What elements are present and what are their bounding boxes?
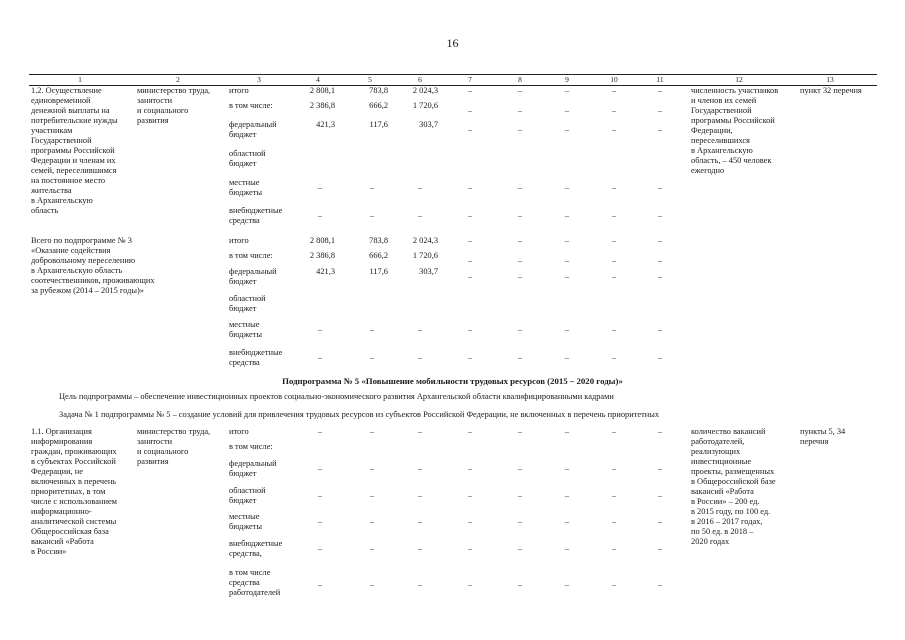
block3-dash-s2-c2: – [417,464,423,473]
block3-dash-s2-c4: – [517,464,523,473]
block3-dash-s3-c4: – [517,491,523,500]
block3-dash-s4-c7: – [657,517,663,526]
block2-dash-s5-c6: – [611,353,617,362]
block3-dash-s5-c7: – [657,544,663,553]
block3-dash-s0-c2: – [417,427,423,436]
block2-dash-s5-c2: – [417,353,423,362]
block1-dash-r1-c1: – [517,106,523,115]
block1-dash-r0-c4: – [657,86,663,95]
block1-dash-s5-c5: – [564,211,570,220]
block1-source-4: местные бюджеты [229,178,263,197]
block3-dash-s5-c6: – [611,544,617,553]
block3-dash-s2-c0: – [317,464,323,473]
block3-dash-s3-c5: – [564,491,570,500]
column-number-5: 5 [368,75,372,84]
block3-dash-s0-c4: – [517,427,523,436]
block3-dash-s4-c5: – [564,517,570,526]
column-number-4: 4 [316,75,320,84]
block2-source-2: федеральный бюджет [229,267,277,286]
block2-source-4: местные бюджеты [229,320,263,339]
block3-dash-s0-c3: – [467,427,473,436]
block3-dash-s0-c0: – [317,427,323,436]
link-1-1-text: пункты 5, 34 перечня [800,427,846,446]
block1-dash-r1-c4: – [657,106,663,115]
measure-1-2-text: 1.2. Осуществление единовременной денежной выплаты на потребительские нужды участникам Государственной программы Российской Федерации и членам их семей, переселившимся на постоянное место жительства в Архангельскую область [31,86,118,215]
block3-source-4: местные бюджеты [229,512,263,531]
block3-dash-s4-c6: – [611,517,617,526]
block1-source-1: в том числе: [229,101,273,110]
block2-dash-r1-c0: – [467,256,473,265]
column-number-13: 13 [826,75,834,84]
block2-dash-s5-c7: – [657,353,663,362]
block1-source-2: федеральный бюджет [229,120,277,139]
block3-dash-s2-c7: – [657,464,663,473]
block1-dash-s4-c5: – [564,183,570,192]
block2-dash-r2-c3: – [611,272,617,281]
measure-1-1-text: 1.1. Организация информирования граждан, проживающих в субъектах Российской Федерации, не включенных в перечень приоритетных, в том числе с использованием информационно- аналитической системы Общероссийская база вакансий «Работа в России» [31,427,117,556]
block1-dash-r2-c3: – [611,125,617,134]
block2-dash-s4-c3: – [467,325,473,334]
block2-dash-s5-c1: – [369,353,375,362]
column-number-header [29,74,877,86]
block2-dash-s4-c0: – [317,325,323,334]
block3-dash-s6-c0: – [317,580,323,589]
block3-source-1: в том числе: [229,442,273,451]
block2-dash-r1-c2: – [564,256,570,265]
block1-dash-s5-c3: – [467,211,473,220]
block2-value-r0-c2: 2 024,3 [412,236,438,245]
block3-source-0: итого [229,427,249,436]
block2-source-3: областной бюджет [229,294,266,313]
block3-dash-s6-c7: – [657,580,663,589]
block2-value-r2-c2: 303,7 [419,267,438,276]
block2-dash-r2-c1: – [517,272,523,281]
block2-dash-r0-c0: – [467,236,473,245]
column-number-3: 3 [257,75,261,84]
block3-dash-s5-c0: – [317,544,323,553]
block2-dash-r0-c2: – [564,236,570,245]
column-number-8: 8 [518,75,522,84]
block2-dash-r0-c3: – [611,236,617,245]
block3-dash-s3-c3: – [467,491,473,500]
block2-dash-r0-c1: – [517,236,523,245]
block3-dash-s2-c1: – [369,464,375,473]
block3-dash-s5-c1: – [369,544,375,553]
block3-dash-s5-c3: – [467,544,473,553]
block2-dash-s4-c1: – [369,325,375,334]
block1-dash-r1-c0: – [467,106,473,115]
block2-dash-r0-c4: – [657,236,663,245]
block1-value-r0-c1: 783,8 [369,86,388,95]
block1-value-r1-c2: 1 720,6 [412,101,438,110]
subprogram-5-title: Подпрограмма № 5 «Повышение мобильности трудовых ресурсов (2015 – 2020 годы)» [282,376,623,386]
block3-dash-s0-c7: – [657,427,663,436]
block2-dash-r2-c0: – [467,272,473,281]
block3-dash-s0-c1: – [369,427,375,436]
block1-dash-s5-c4: – [517,211,523,220]
column-number-7: 7 [468,75,472,84]
block1-value-r1-c0: 2 386,8 [309,101,335,110]
page-number: 16 [446,36,459,50]
block2-source-5: внебюджетные средства [229,348,283,367]
subprogram-5-goal: Цель подпрограммы – обеспечение инвестиционных проектов социально-экономического развития Архангельской области квалифицированными кадрами [59,392,614,401]
block1-dash-r0-c0: – [467,86,473,95]
block2-dash-s5-c3: – [467,353,473,362]
block2-dash-r1-c1: – [517,256,523,265]
indicator-1-2-text: численность участников и членов их семей Государственной программы Российской Федерации, переселившихся в Архангельскую область, – 450 человек ежегодно [691,86,779,175]
block3-dash-s4-c3: – [467,517,473,526]
block2-dash-r2-c4: – [657,272,663,281]
block3-dash-s6-c2: – [417,580,423,589]
block1-value-r0-c2: 2 024,3 [412,86,438,95]
block1-dash-r0-c3: – [611,86,617,95]
subprogram-5-task: Задача № 1 подпрограммы № 5 – создание условий для привлечения трудовых ресурсов из субъектов Российской Федерации, не включенных в перечень приоритетных [59,410,660,419]
block1-value-r0-c0: 2 808,1 [309,86,335,95]
block1-value-r2-c0: 421,3 [316,120,335,129]
block2-dash-s4-c4: – [517,325,523,334]
block2-dash-s4-c2: – [417,325,423,334]
block2-value-r0-c1: 783,8 [369,236,388,245]
block3-dash-s6-c6: – [611,580,617,589]
block3-dash-s6-c3: – [467,580,473,589]
block2-dash-r2-c2: – [564,272,570,281]
block2-source-1: в том числе: [229,251,273,260]
block1-dash-s5-c2: – [417,211,423,220]
block3-source-5: внебюджетные средства, [229,539,283,558]
block3-dash-s4-c1: – [369,517,375,526]
block2-value-r2-c1: 117,6 [369,267,388,276]
column-number-2: 2 [176,75,180,84]
block1-dash-s4-c6: – [611,183,617,192]
block3-dash-s2-c5: – [564,464,570,473]
block1-dash-s4-c0: – [317,183,323,192]
block1-dash-r0-c2: – [564,86,570,95]
block3-dash-s5-c5: – [564,544,570,553]
block2-dash-s4-c7: – [657,325,663,334]
block2-dash-s5-c4: – [517,353,523,362]
column-number-10: 10 [610,75,618,84]
block3-source-6: в том числе средства работодателей [229,568,281,597]
block1-value-r2-c1: 117,6 [369,120,388,129]
block1-dash-r2-c1: – [517,125,523,134]
block2-source-0: итого [229,236,249,245]
block1-source-5: внебюджетные средства [229,206,283,225]
block3-dash-s5-c4: – [517,544,523,553]
block1-dash-s4-c7: – [657,183,663,192]
block3-dash-s6-c1: – [369,580,375,589]
column-number-9: 9 [565,75,569,84]
block1-source-0: итого [229,86,249,95]
block1-dash-s4-c4: – [517,183,523,192]
block3-dash-s4-c0: – [317,517,323,526]
block2-dash-s4-c5: – [564,325,570,334]
block2-dash-r1-c4: – [657,256,663,265]
block3-dash-s3-c0: – [317,491,323,500]
block3-dash-s0-c6: – [611,427,617,436]
block3-source-2: федеральный бюджет [229,459,277,478]
block1-source-3: областной бюджет [229,149,266,168]
block1-dash-s5-c7: – [657,211,663,220]
column-number-11: 11 [656,75,664,84]
block3-dash-s6-c5: – [564,580,570,589]
block3-dash-s4-c2: – [417,517,423,526]
block1-value-r2-c2: 303,7 [419,120,438,129]
column-number-12: 12 [735,75,743,84]
block3-dash-s0-c5: – [564,427,570,436]
block1-dash-r1-c2: – [564,106,570,115]
block2-dash-s5-c5: – [564,353,570,362]
subprogram-3-total-title: Всего по подпрограмме № 3 «Оказание содействия добровольному переселению в Архангельскую область соотечественников, проживающих за рубежом (2014 – 2015 годы)» [31,236,155,295]
block1-dash-r1-c3: – [611,106,617,115]
executor-1-2-text: министерство труда, занятости и социального развития [137,86,211,125]
block2-value-r1-c0: 2 386,8 [309,251,335,260]
block3-dash-s2-c6: – [611,464,617,473]
indicator-1-1-text: количество вакансий работодателей, реализующих инвестиционные проекты, размещенных в Общероссийской базе вакансий «Работа в России» – 200 ед. в 2015 году, по 100 ед. в 2016 – 2017 годах, по 50 ед. в 2018 – 2020 годах [691,427,776,546]
block1-dash-r2-c4: – [657,125,663,134]
link-1-2-text: пункт 32 перечня [800,86,862,95]
block1-dash-r2-c2: – [564,125,570,134]
block3-dash-s6-c4: – [517,580,523,589]
block1-dash-s4-c1: – [369,183,375,192]
block2-dash-r1-c3: – [611,256,617,265]
block2-dash-s4-c6: – [611,325,617,334]
block3-dash-s3-c2: – [417,491,423,500]
block3-dash-s3-c7: – [657,491,663,500]
block2-value-r1-c1: 666,2 [369,251,388,260]
block3-dash-s2-c3: – [467,464,473,473]
block3-source-3: областной бюджет [229,486,266,505]
block1-dash-r0-c1: – [517,86,523,95]
block1-dash-s4-c2: – [417,183,423,192]
block3-dash-s4-c4: – [517,517,523,526]
column-number-6: 6 [418,75,422,84]
block2-dash-s5-c0: – [317,353,323,362]
block1-dash-s5-c6: – [611,211,617,220]
block2-value-r0-c0: 2 808,1 [309,236,335,245]
executor-1-1-text: министерство труда, занятости и социального развития [137,427,211,466]
block1-dash-s5-c1: – [369,211,375,220]
block2-value-r1-c2: 1 720,6 [412,251,438,260]
block1-value-r1-c1: 666,2 [369,101,388,110]
block3-dash-s5-c2: – [417,544,423,553]
block3-dash-s3-c6: – [611,491,617,500]
block2-value-r2-c0: 421,3 [316,267,335,276]
block1-dash-s5-c0: – [317,211,323,220]
column-number-1: 1 [78,75,82,84]
block1-dash-r2-c0: – [467,125,473,134]
block1-dash-s4-c3: – [467,183,473,192]
block3-dash-s3-c1: – [369,491,375,500]
